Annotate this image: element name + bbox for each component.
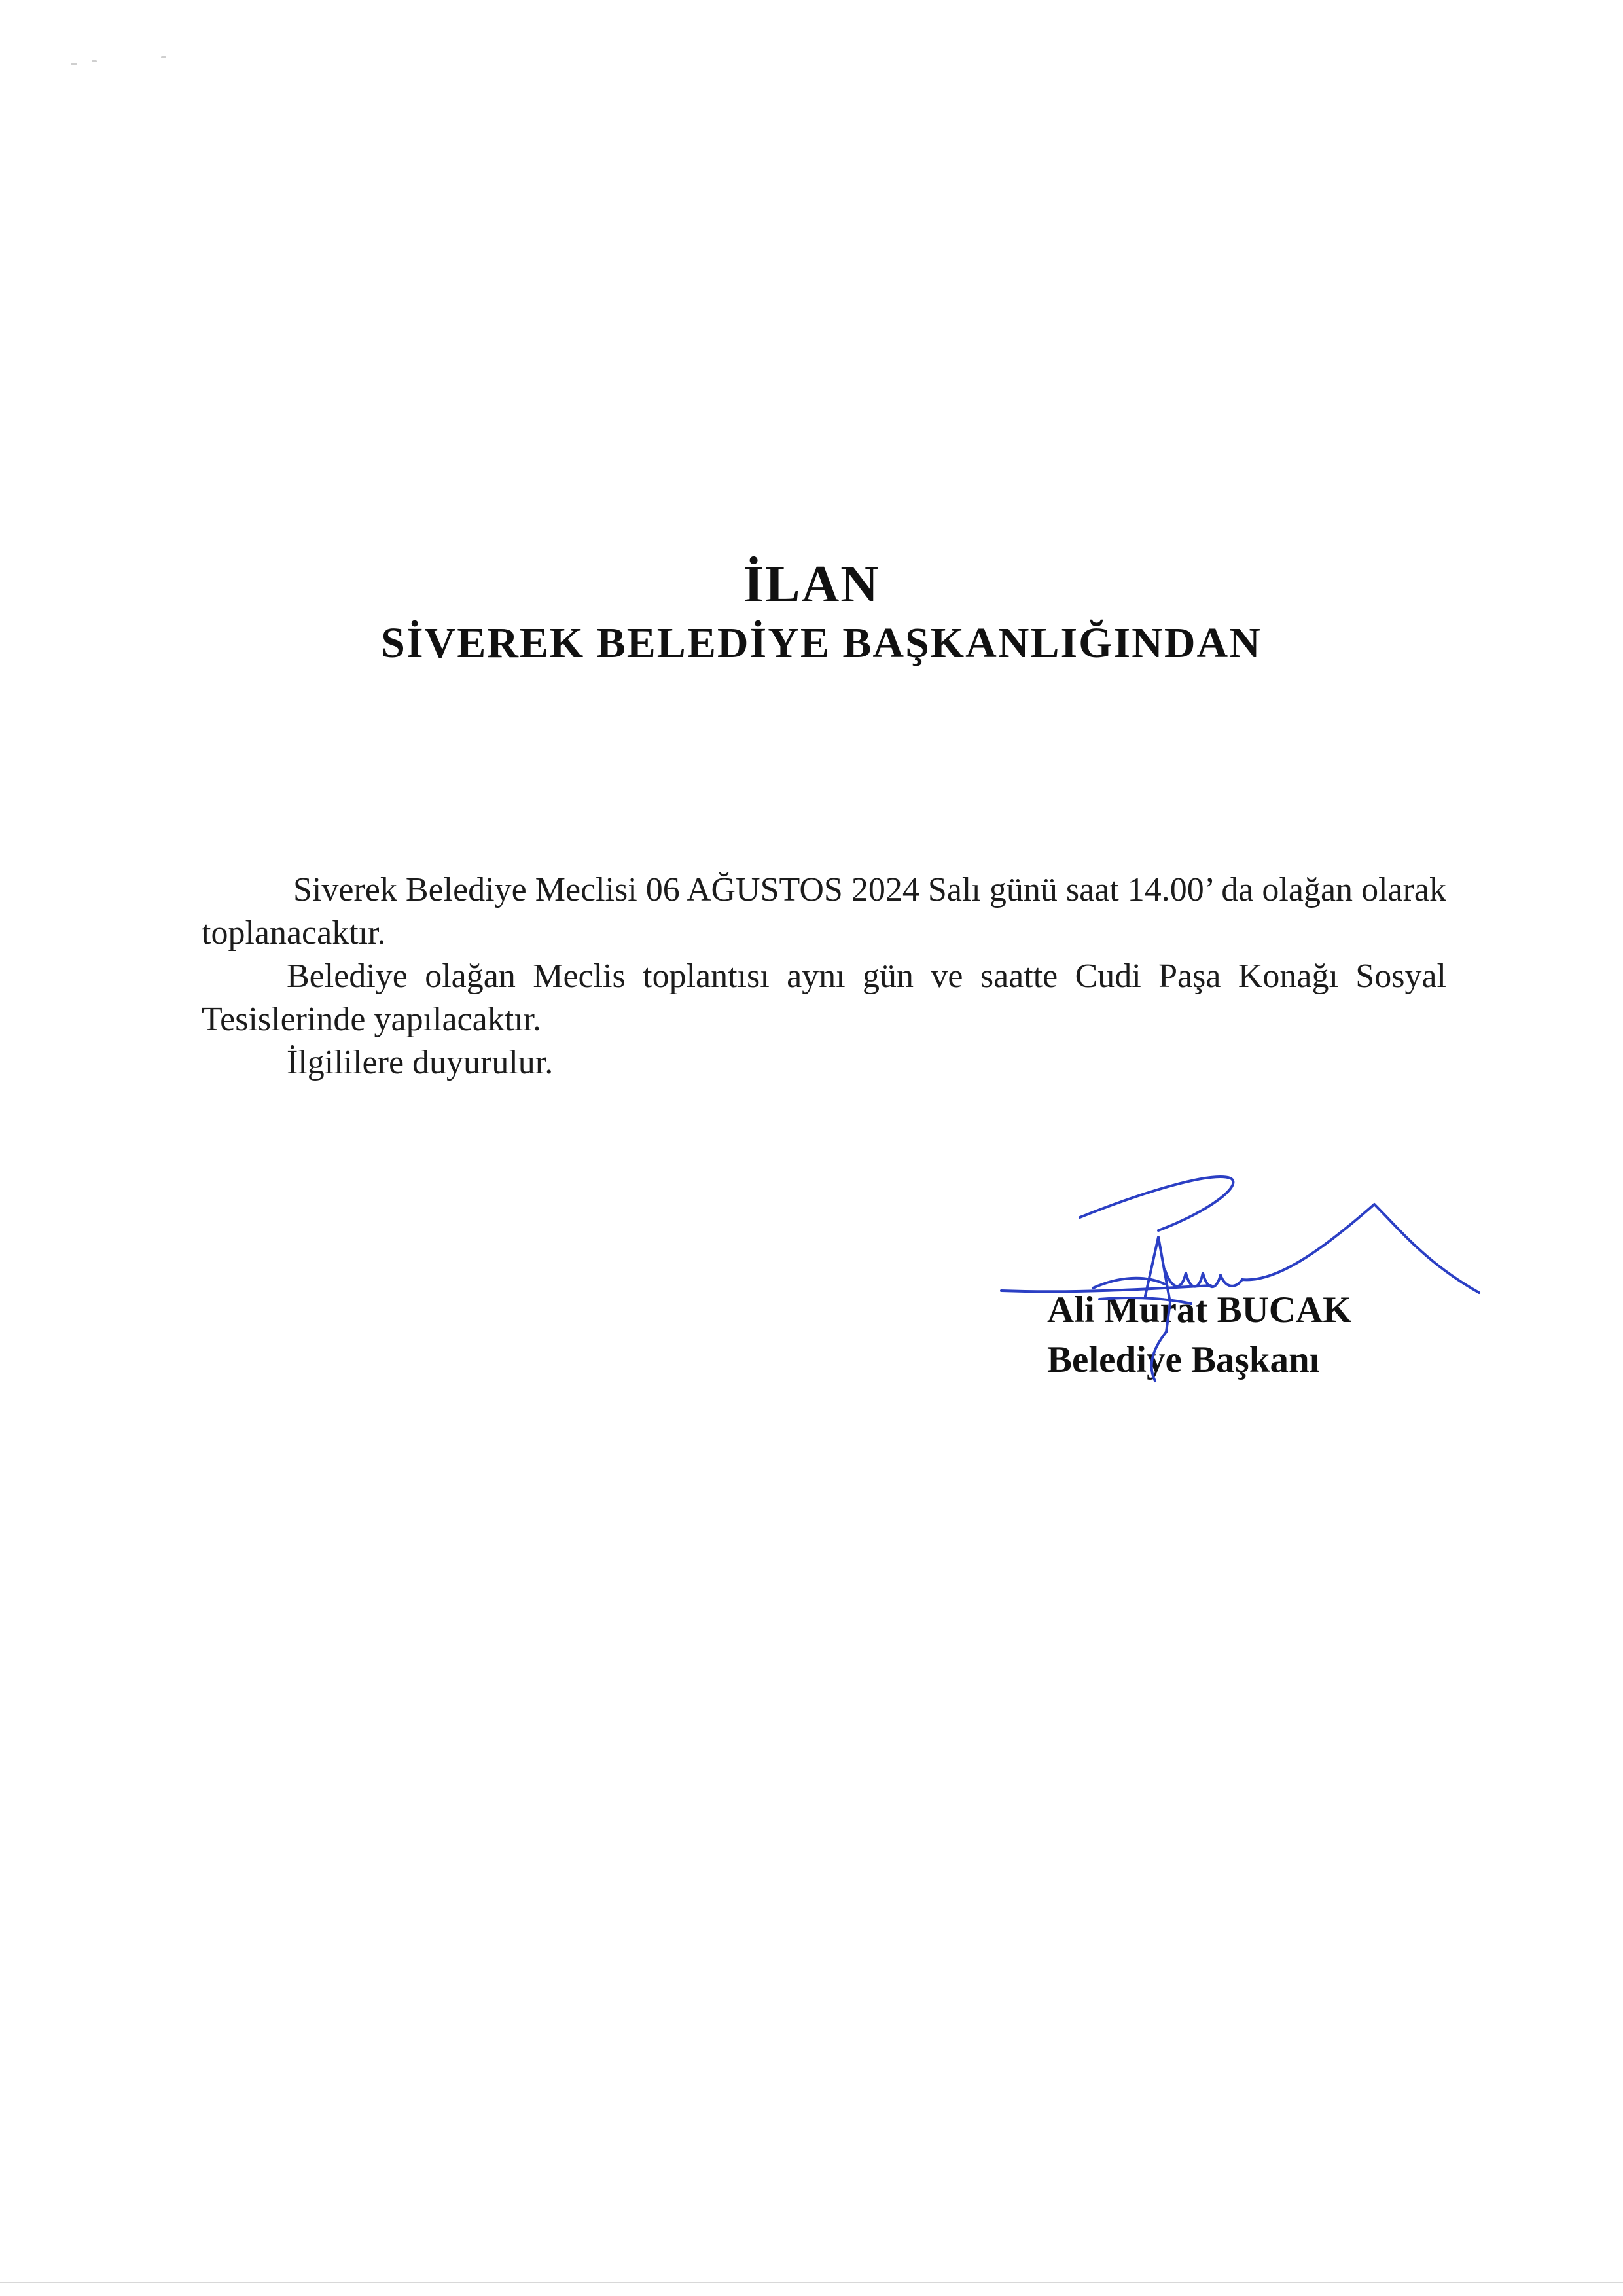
issuer-heading: SİVEREK BELEDİYE BAŞKANLIĞINDAN — [381, 619, 1262, 667]
notice-body — [202, 869, 1446, 1085]
paragraph-meeting-date: Siverek Belediye Meclisi 06 AĞUSTOS 2024 Salı günü saat 14.00’ da olağan olarak toplanacaktır. — [202, 871, 1446, 952]
scan-speck — [161, 56, 166, 58]
signatory-title: Belediye Başkanı — [1047, 1339, 1320, 1380]
page-bottom-edge — [0, 2282, 1623, 2283]
paragraph-announcement: İlgililere duyurulur. — [287, 1044, 554, 1081]
paragraph-meeting-location: Belediye olağan Meclis toplantısı aynı gün ve saatte Cudi Paşa Konağı Sosyal Tesislerinde yapılacaktır. — [202, 958, 1446, 1038]
scan-speck — [92, 60, 97, 62]
signature-block — [1047, 1285, 1440, 1385]
signatory-name: Ali Murat BUCAK — [1047, 1289, 1352, 1331]
scan-speck — [71, 63, 77, 65]
notice-heading: İLAN — [743, 556, 880, 613]
